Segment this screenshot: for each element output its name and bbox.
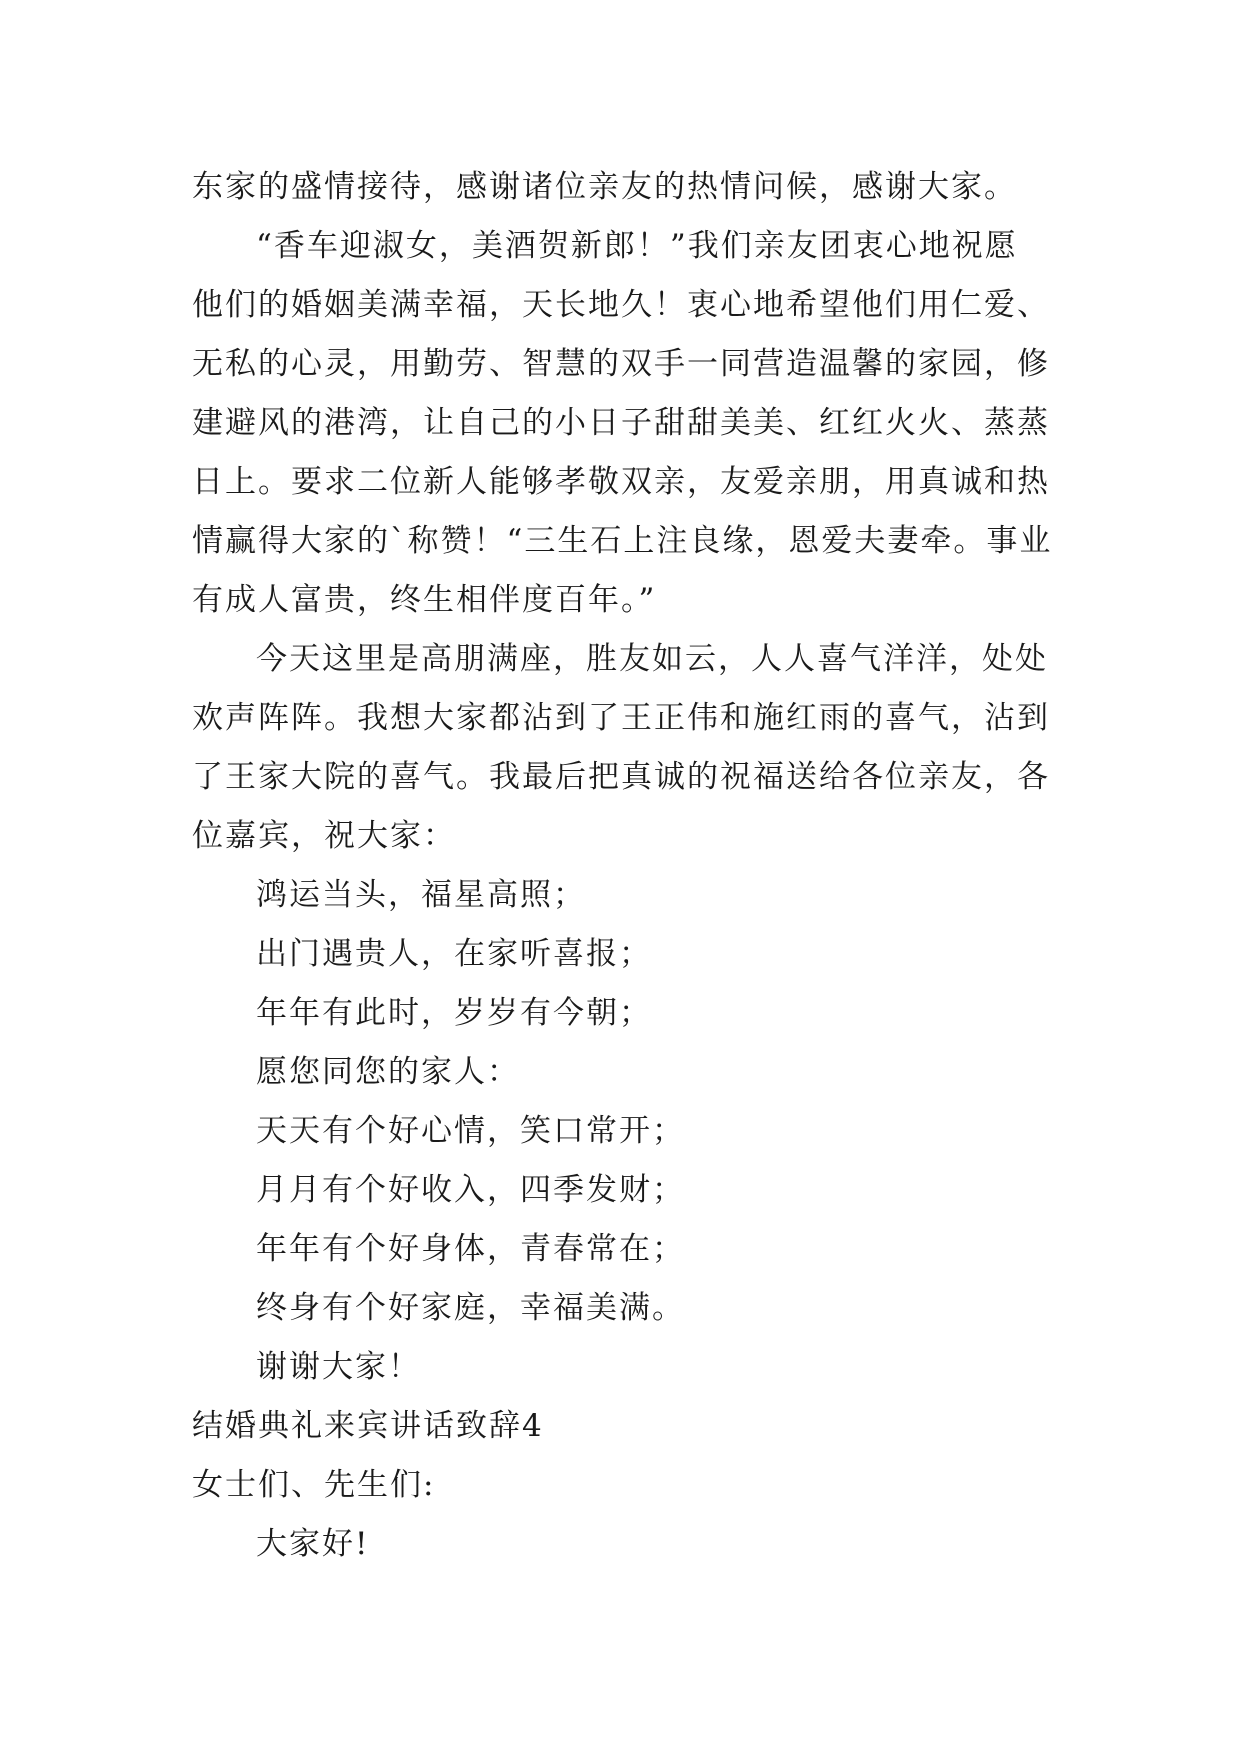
paragraph-line: 有成人富贵，终生相伴度百年。” bbox=[192, 582, 657, 618]
paragraph-line: 东家的盛情接待，感谢诸位亲友的热情问候，感谢大家。 bbox=[192, 169, 1017, 205]
blessing-line: 鸿运当头，福星高照； bbox=[256, 877, 586, 913]
paragraph-line: 欢声阵阵。我想大家都沾到了王正伟和施红雨的喜气，沾到 bbox=[192, 700, 1050, 736]
paragraph-line: “香车迎淑女，美酒贺新郎！”我们亲友团衷心地祝愿 bbox=[256, 228, 1018, 264]
paragraph-line: 建避风的港湾，让自己的小日子甜甜美美、红红火火、蒸蒸 bbox=[192, 405, 1050, 441]
paragraph-line: 无私的心灵，用勤劳、智慧的双手一同营造温馨的家园，修 bbox=[192, 346, 1050, 382]
paragraph-line: 他们的婚姻美满幸福，天长地久！衷心地希望他们用仁爱、 bbox=[192, 287, 1050, 323]
blessing-line: 年年有个好身体，青春常在； bbox=[256, 1231, 685, 1267]
blessing-line: 年年有此时，岁岁有今朝； bbox=[256, 995, 652, 1031]
paragraph-line: 了王家大院的喜气。我最后把真诚的祝福送给各位亲友，各 bbox=[192, 759, 1050, 795]
blessing-line: 愿您同您的家人： bbox=[256, 1054, 520, 1090]
paragraph-line: 日上。要求二位新人能够孝敬双亲，友爱亲朋，用真诚和热 bbox=[192, 464, 1050, 500]
greeting: 大家好! bbox=[256, 1526, 370, 1562]
paragraph-line: 位嘉宾，祝大家： bbox=[192, 818, 456, 854]
blessing-line: 天天有个好心情，笑口常开； bbox=[256, 1113, 685, 1149]
salutation: 女士们、先生们: bbox=[192, 1467, 436, 1503]
section-heading: 结婚典礼来宾讲话致辞4 bbox=[192, 1408, 544, 1444]
blessing-line: 终身有个好家庭，幸福美满。 bbox=[256, 1290, 685, 1326]
closing-thanks: 谢谢大家！ bbox=[256, 1349, 421, 1385]
document-body bbox=[192, 158, 1072, 1574]
paragraph-line: 今天这里是高朋满座，胜友如云，人人喜气洋洋，处处 bbox=[256, 641, 1048, 677]
paragraph-line: 情赢得大家的`称赞！“三生石上注良缘，恩爱夫妻牵。事业 bbox=[192, 523, 1053, 559]
blessing-line: 月月有个好收入，四季发财； bbox=[256, 1172, 685, 1208]
blessing-line: 出门遇贵人，在家听喜报； bbox=[256, 936, 652, 972]
